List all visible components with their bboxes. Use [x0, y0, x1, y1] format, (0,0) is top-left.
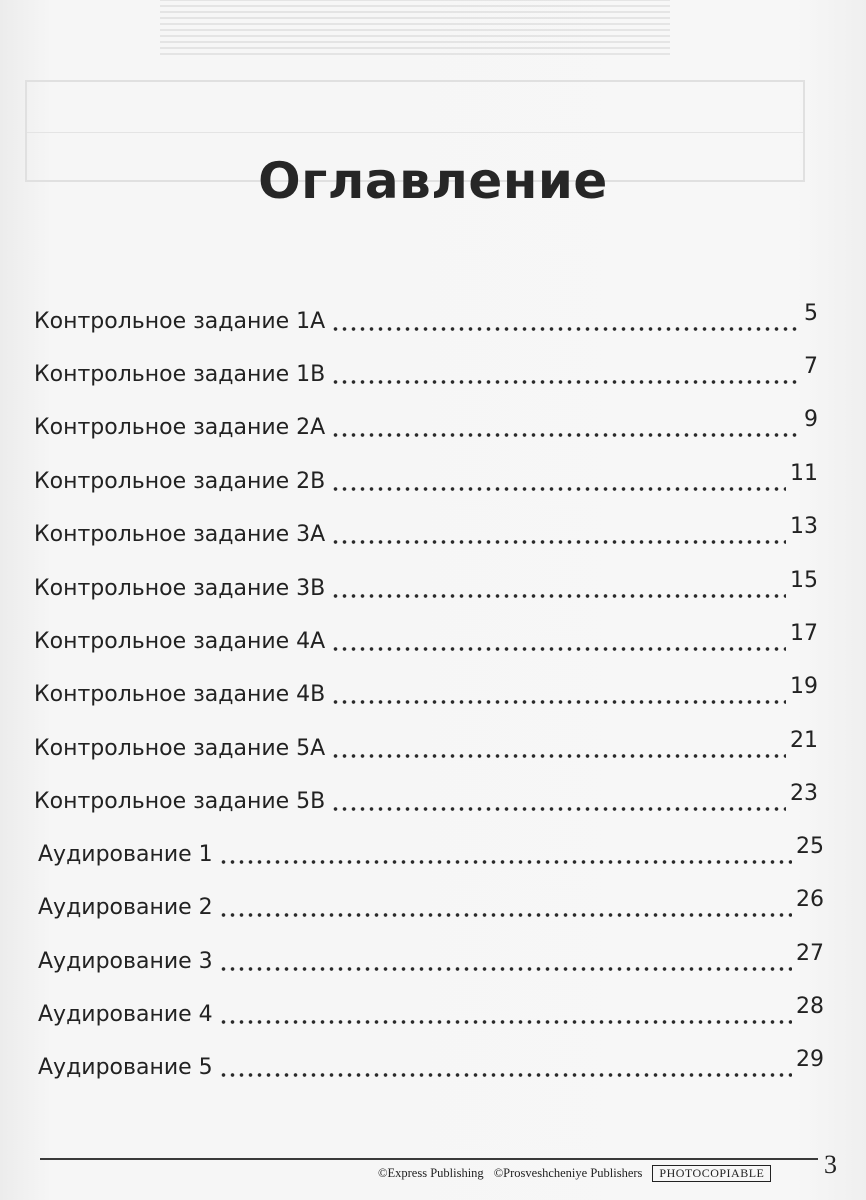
toc-entry — [38, 1046, 824, 1080]
toc-dot-leader — [331, 470, 786, 492]
toc-dot-leader — [331, 683, 786, 705]
toc-entry-page-number: 5 — [804, 301, 818, 326]
copyright-prosveshcheniye: ©Prosveshcheniye Publishers — [493, 1165, 643, 1180]
toc-dot-leader — [331, 416, 800, 438]
toc-entry-page-number: 29 — [796, 1047, 824, 1072]
toc-entry-label: Контрольное задание 4A — [34, 629, 326, 654]
toc-entry — [34, 727, 818, 761]
toc-entry — [38, 940, 824, 974]
toc-entry-page-number: 15 — [790, 568, 818, 593]
toc-entry-label: Аудирование 1 — [38, 842, 213, 867]
page-title: Оглавление — [258, 152, 608, 210]
toc-entry-label: Контрольное задание 4B — [34, 682, 326, 707]
toc-entry-label: Аудирование 2 — [38, 895, 213, 920]
toc-entry-label: Контрольное задание 3B — [34, 576, 326, 601]
toc-entry-label: Контрольное задание 5B — [34, 789, 326, 814]
toc-entry-page-number: 26 — [796, 887, 824, 912]
toc-entry-page-number: 27 — [796, 941, 824, 966]
toc-dot-leader — [331, 737, 786, 759]
toc-entry-page-number: 9 — [804, 407, 818, 432]
toc-entry — [34, 673, 818, 707]
toc-dot-leader — [219, 1056, 792, 1078]
toc-entry-page-number: 13 — [790, 514, 818, 539]
toc-dot-leader — [331, 577, 786, 599]
toc-entry-page-number: 11 — [790, 461, 818, 486]
toc-entry-page-number: 25 — [796, 834, 824, 859]
page-number: 3 — [824, 1150, 837, 1179]
footer-rule — [40, 1158, 818, 1160]
toc-entry — [34, 406, 818, 440]
toc-entry-label: Контрольное задание 3A — [34, 522, 326, 547]
toc-dot-leader — [331, 363, 800, 385]
toc-entry — [34, 300, 818, 334]
toc-dot-leader — [219, 1003, 792, 1025]
toc-entry — [34, 353, 818, 387]
toc-entry — [38, 886, 824, 920]
toc-entry-page-number: 23 — [790, 781, 818, 806]
toc-entry-page-number: 7 — [804, 354, 818, 379]
toc-entry — [34, 780, 818, 814]
toc-entry-page-number: 17 — [790, 621, 818, 646]
toc-entry — [38, 993, 824, 1027]
toc-dot-leader — [219, 843, 792, 865]
toc-entry-label: Аудирование 5 — [38, 1055, 213, 1080]
toc-dot-leader — [331, 630, 786, 652]
photocopiable-badge: PHOTOCOPIABLE — [652, 1165, 771, 1182]
copyright-express: ©Express Publishing — [378, 1165, 484, 1180]
toc-dot-leader — [331, 523, 786, 545]
toc-entry — [34, 620, 818, 654]
toc-entry-label: Аудирование 4 — [38, 1002, 213, 1027]
toc-entry — [38, 833, 824, 867]
toc-entry — [34, 567, 818, 601]
toc-entry-label: Контрольное задание 2B — [34, 469, 326, 494]
toc-entry-page-number: 28 — [796, 994, 824, 1019]
toc-entry-label: Контрольное задание 1A — [34, 309, 326, 334]
toc-entry-page-number: 21 — [790, 728, 818, 753]
toc-entry — [34, 460, 818, 494]
toc-entry-label: Аудирование 3 — [38, 949, 213, 974]
toc-entry-label: Контрольное задание 1B — [34, 362, 326, 387]
toc-dot-leader — [219, 950, 792, 972]
footer — [378, 1162, 771, 1184]
toc-entry-page-number: 19 — [790, 674, 818, 699]
toc-entry-label: Контрольное задание 2A — [34, 415, 326, 440]
toc-dot-leader — [219, 896, 792, 918]
toc-dot-leader — [331, 790, 786, 812]
toc-entry — [34, 513, 818, 547]
toc-dot-leader — [331, 310, 800, 332]
toc-entry-label: Контрольное задание 5A — [34, 736, 326, 761]
